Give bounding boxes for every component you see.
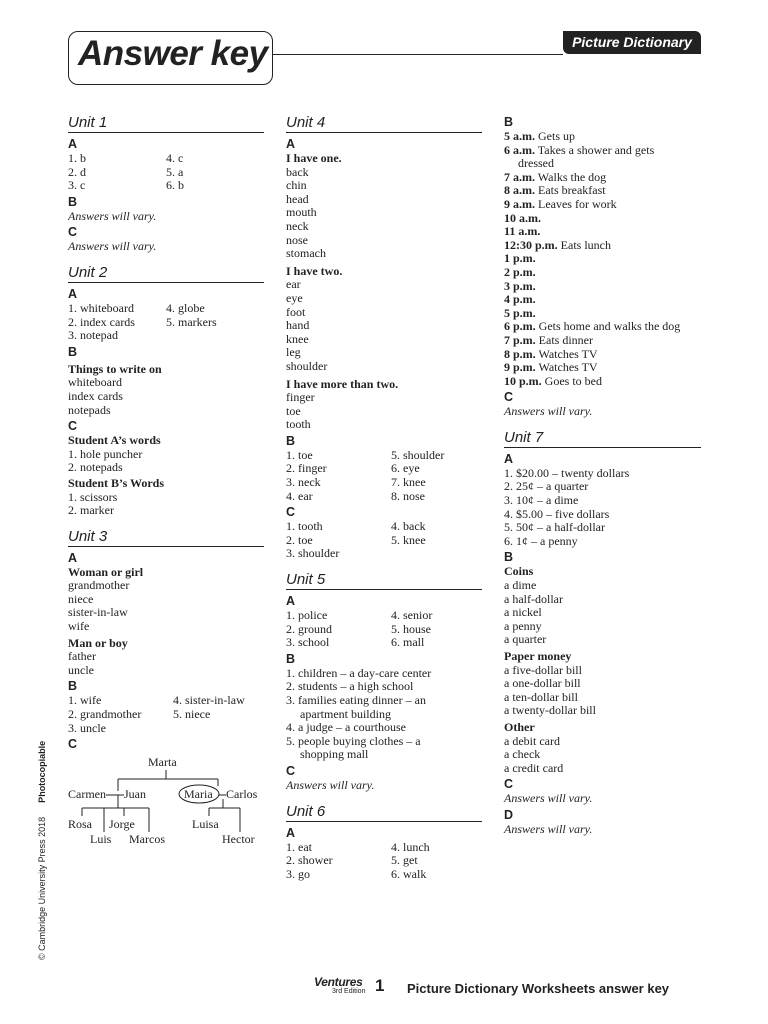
tree-name-carlos: Carlos xyxy=(226,787,258,802)
section-label: A xyxy=(286,825,296,840)
section-label: B xyxy=(504,115,514,129)
answer-line: 6. b xyxy=(166,178,184,193)
answer-line: 2. marker xyxy=(68,503,114,518)
schedule-activity: Gets up xyxy=(538,129,575,143)
schedule-activity: Goes to bed xyxy=(544,373,602,388)
schedule-row xyxy=(504,348,701,362)
answer-line: 1. whiteboard xyxy=(68,300,134,315)
subheading: Woman or girl xyxy=(68,564,144,579)
answer-line: 2. grandmother xyxy=(68,707,142,722)
section-label: B xyxy=(286,433,296,448)
schedule-row xyxy=(504,280,701,294)
answer-line: 5. niece xyxy=(173,707,211,722)
answer-line: 4. lunch xyxy=(391,839,430,854)
answer-line: 2. finger xyxy=(286,461,327,476)
unit-3-heading: Unit 3 xyxy=(68,528,264,547)
answer-line: 6. eye xyxy=(391,461,420,476)
answer-line: 2. toe xyxy=(286,532,313,547)
schedule-time: 10 a.m. xyxy=(504,210,541,225)
answer-line: 2. notepads xyxy=(68,460,123,475)
subheading: Man or boy xyxy=(68,635,128,650)
answer-line: head xyxy=(286,191,309,206)
answer-col-right xyxy=(391,609,482,650)
answer-line: 3. notepad xyxy=(68,328,118,343)
schedule-activity: Eats breakfast xyxy=(538,183,606,198)
unit-4-b-answers xyxy=(286,449,482,503)
answer-line: hand xyxy=(286,318,310,333)
subheading: Paper money xyxy=(504,649,572,663)
answer-line: 4. sister-in-law xyxy=(173,693,245,708)
answer-line: 5. shoulder xyxy=(391,447,445,462)
answer-line: 1. wife xyxy=(68,693,102,708)
section-label: A xyxy=(68,137,78,151)
tree-name-juan: Juan xyxy=(124,787,146,802)
answer-col-left xyxy=(286,449,391,503)
answer-line: a ten-dollar bill xyxy=(504,689,578,704)
answer-col-left xyxy=(286,520,391,561)
section-label: C xyxy=(286,505,296,520)
answer-col-right xyxy=(391,841,482,882)
schedule-row xyxy=(504,266,701,280)
answer-line: notepads xyxy=(68,402,111,417)
schedule-row xyxy=(504,320,701,334)
column-1 xyxy=(68,114,264,854)
answer-line: toe xyxy=(286,403,301,418)
answer-col-right xyxy=(391,520,482,561)
subheading: Student A’s words xyxy=(68,433,161,448)
tree-name-maria: Maria xyxy=(184,787,213,802)
answer-line: 1. hole puncher xyxy=(68,446,143,461)
section-label: B xyxy=(504,550,514,565)
answer-line: 4. $5.00 – five dollars xyxy=(504,506,610,521)
answer-line: a credit card xyxy=(504,760,564,775)
schedule-row xyxy=(504,239,701,253)
answer-col-right xyxy=(173,694,264,735)
section-label: C xyxy=(286,763,296,778)
schedule-time: 4 p.m. xyxy=(504,292,536,307)
answer-line: a five-dollar bill xyxy=(504,662,582,677)
unit-5-a-answers xyxy=(286,609,482,650)
answer-line: a dime xyxy=(504,578,537,593)
answer-line: 2. 25¢ – a quarter xyxy=(504,479,589,494)
answer-line: a one-dollar bill xyxy=(504,676,581,691)
section-label: D xyxy=(504,807,514,822)
schedule-row xyxy=(504,212,701,226)
schedule-activity: Eats lunch xyxy=(560,237,611,252)
picture-dictionary-badge: Picture Dictionary xyxy=(563,31,701,54)
section-label: A xyxy=(68,286,78,301)
answer-line: 5. a xyxy=(166,164,184,179)
schedule-time: 7 a.m. xyxy=(504,169,535,184)
schedule-row xyxy=(504,184,701,198)
schedule-row xyxy=(504,198,701,212)
answer-line: a debit card xyxy=(504,733,560,748)
section-label: A xyxy=(68,550,78,565)
unit-7-heading: Unit 7 xyxy=(504,429,701,448)
answer-line: 3. neck xyxy=(286,475,321,490)
answer-line: 1. children – a day-care center xyxy=(286,665,432,680)
answer-line: 3. uncle xyxy=(68,720,106,735)
answer-line: 4. a judge – a courthouse xyxy=(286,720,406,735)
tree-name-marta: Marta xyxy=(148,755,177,770)
answer-line: 3. c xyxy=(68,178,86,193)
section-label: B xyxy=(286,651,296,666)
tree-name-hector: Hector xyxy=(222,832,255,847)
answer-line: eye xyxy=(286,290,303,305)
answer-line: grandmother xyxy=(68,578,130,593)
answer-line: 1. scissors xyxy=(68,489,118,504)
section-label: C xyxy=(68,419,78,434)
answer-col-right xyxy=(391,449,482,503)
section-label: B xyxy=(68,679,78,694)
answer-col-left xyxy=(286,609,391,650)
tree-name-rosa: Rosa xyxy=(68,817,92,832)
schedule-activity: Watches TV xyxy=(538,360,598,375)
unit-6-a-answers xyxy=(286,841,482,882)
schedule-row xyxy=(504,130,701,144)
answer-line: neck xyxy=(286,218,309,233)
schedule-activity: Takes a shower and gets xyxy=(537,142,655,157)
answer-line: back xyxy=(286,164,309,179)
answer-line: 7. knee xyxy=(391,475,426,490)
answer-line: shopping mall xyxy=(300,747,369,762)
answer-line: foot xyxy=(286,304,306,319)
page-footer xyxy=(314,975,704,1005)
subheading: Coins xyxy=(504,564,534,579)
unit-1-heading: Unit 1 xyxy=(68,114,264,133)
answer-line: a half-dollar xyxy=(504,591,563,606)
unit-3-b-answers xyxy=(68,694,264,735)
answer-col-left xyxy=(286,841,391,882)
schedule-time: 9 a.m. xyxy=(504,196,535,211)
answer-line: 3. families eating dinner – an xyxy=(286,693,426,707)
side-copyright xyxy=(37,741,47,960)
section-label: B xyxy=(68,344,78,359)
answer-line: 5. house xyxy=(391,621,431,636)
answer-line: tooth xyxy=(286,417,311,432)
answer-line: a nickel xyxy=(504,605,542,620)
answer-note: Answers will vary. xyxy=(286,777,375,792)
ventures-logo: Ventures xyxy=(314,975,363,989)
answer-note: Answers will vary. xyxy=(68,239,157,254)
schedule-time: 5 a.m. xyxy=(504,129,535,143)
answer-line: 5. people buying clothes – a xyxy=(286,733,421,748)
answer-note: Answers will vary. xyxy=(68,208,157,223)
answer-line: sister-in-law xyxy=(68,605,128,620)
answer-line: 1. toe xyxy=(286,447,313,462)
schedule-time: 5 p.m. xyxy=(504,305,536,320)
schedule-time: 8 a.m. xyxy=(504,183,535,198)
answer-line: a check xyxy=(504,747,541,762)
header-rule xyxy=(273,54,563,55)
answer-line: 2. ground xyxy=(286,621,332,636)
column-3 xyxy=(504,113,701,837)
subheading: I have more than two. xyxy=(286,376,399,391)
answer-line: 1. $20.00 – twenty dollars xyxy=(504,465,630,480)
edition-label: 3rd Edition xyxy=(332,988,366,995)
schedule-time: 3 p.m. xyxy=(504,278,536,293)
unit-4-c-answers xyxy=(286,520,482,561)
answer-line: chin xyxy=(286,178,307,193)
answer-line: 1. tooth xyxy=(286,519,323,534)
answer-line: stomach xyxy=(286,246,326,261)
answer-line: ear xyxy=(286,277,301,292)
schedule-activity: Walks the dog xyxy=(537,169,607,184)
tree-name-marcos: Marcos xyxy=(129,832,165,847)
schedule-activity: Leaves for work xyxy=(538,196,617,211)
answer-line: 5. markers xyxy=(166,314,217,329)
answer-line: uncle xyxy=(68,662,94,677)
answer-line: 5. 50¢ – a half-dollar xyxy=(504,520,605,535)
answer-line: father xyxy=(68,649,96,664)
section-label: C xyxy=(68,225,78,240)
subheading: I have two. xyxy=(286,263,343,278)
section-label: A xyxy=(286,137,296,151)
schedule-row xyxy=(504,171,701,185)
answer-note: Answers will vary. xyxy=(504,791,593,806)
section-label: A xyxy=(286,594,296,609)
answer-line: 1. police xyxy=(286,608,328,623)
schedule-time: 6 p.m. xyxy=(504,319,536,334)
section-label: B xyxy=(68,194,78,209)
schedule-row xyxy=(504,293,701,307)
answer-line: 3. 10¢ – a dime xyxy=(504,493,579,508)
answer-line: leg xyxy=(286,345,301,360)
answer-line: 4. globe xyxy=(166,300,205,315)
answer-line: 2. d xyxy=(68,164,86,179)
answer-line: mouth xyxy=(286,205,317,220)
answer-col-left xyxy=(68,694,173,735)
answer-line: 6. walk xyxy=(391,866,427,881)
answer-line: 4. senior xyxy=(391,608,433,623)
schedule-activity: Gets home and walks the dog xyxy=(538,319,681,334)
schedule-time: 7 p.m. xyxy=(504,332,536,347)
answer-line: index cards xyxy=(68,388,123,403)
unit-4-heading: Unit 4 xyxy=(286,114,482,133)
answer-line: finger xyxy=(286,390,315,405)
subheading: Other xyxy=(504,719,535,734)
copyright-text: © Cambridge University Press 2018 xyxy=(37,816,47,960)
answer-line: 2. index cards xyxy=(68,314,135,329)
answer-line: a quarter xyxy=(504,632,547,647)
unit-1-a-answers xyxy=(68,152,264,193)
photocopiable-label: Photocopiable xyxy=(37,740,47,803)
answer-line: 3. shoulder xyxy=(286,546,340,561)
answer-line: a penny xyxy=(504,618,542,633)
tree-name-luisa: Luisa xyxy=(192,817,219,832)
answer-line: apartment building xyxy=(300,706,391,721)
subheading: Things to write on xyxy=(68,361,162,376)
section-label: C xyxy=(504,390,514,405)
subheading: Student B’s Words xyxy=(68,475,165,490)
answer-line: nose xyxy=(286,232,308,247)
tree-name-carmen: Carmen xyxy=(68,787,106,802)
answer-line: wife xyxy=(68,619,90,634)
page-number: 1 xyxy=(375,976,385,995)
section-label: C xyxy=(68,737,78,752)
answer-line: 3. school xyxy=(286,635,330,650)
answer-line: 6. 1¢ – a penny xyxy=(504,533,578,548)
unit-2-heading: Unit 2 xyxy=(68,264,264,283)
unit-5-heading: Unit 5 xyxy=(286,571,482,590)
answer-line: 1. eat xyxy=(286,839,312,854)
tree-name-luis: Luis xyxy=(90,832,112,847)
schedule-row xyxy=(504,361,701,375)
schedule-time: 11 a.m. xyxy=(504,224,541,239)
section-label: A xyxy=(504,451,514,466)
schedule-activity: dressed xyxy=(518,156,554,171)
unit-6-heading: Unit 6 xyxy=(286,803,482,822)
schedule-row xyxy=(504,334,701,348)
answer-line: 5. knee xyxy=(391,532,426,547)
schedule-time: 12:30 p.m. xyxy=(504,237,558,252)
answer-col-right xyxy=(166,152,264,193)
answer-line: 4. c xyxy=(166,151,184,165)
schedule-time: 8 p.m. xyxy=(504,346,536,361)
schedule-time: 2 p.m. xyxy=(504,264,536,279)
tree-name-jorge: Jorge xyxy=(109,817,135,832)
schedule-time: 9 p.m. xyxy=(504,360,536,375)
answer-line: a twenty-dollar bill xyxy=(504,703,596,718)
schedule-row xyxy=(504,307,701,321)
answer-line: shoulder xyxy=(286,358,328,373)
footer-title: Picture Dictionary Worksheets answer key xyxy=(407,981,670,996)
answer-line: 1. b xyxy=(68,151,86,165)
answer-line: niece xyxy=(68,591,94,606)
page-title: Answer key xyxy=(78,34,268,73)
answer-note: Answers will vary. xyxy=(504,821,593,836)
column-2 xyxy=(286,114,482,881)
answer-line: 3. go xyxy=(286,866,310,881)
schedule-row xyxy=(504,157,701,171)
answer-line: 2. students – a high school xyxy=(286,679,414,694)
answer-line: 6. mall xyxy=(391,635,425,650)
schedule-time: 1 p.m. xyxy=(504,251,536,266)
answer-line: whiteboard xyxy=(68,375,122,390)
schedule-time: 6 a.m. xyxy=(504,142,535,157)
schedule-activity: Eats dinner xyxy=(538,332,593,347)
schedule-time: 10 p.m. xyxy=(504,373,542,388)
answer-line: 8. nose xyxy=(391,488,425,503)
schedule-row xyxy=(504,252,701,266)
subheading: I have one. xyxy=(286,151,342,165)
section-label: C xyxy=(504,777,514,792)
family-tree xyxy=(68,754,268,854)
answer-line: 4. back xyxy=(391,519,426,534)
unit-2-a-answers xyxy=(68,302,264,343)
answer-col-left xyxy=(68,152,166,193)
schedule-activity: Watches TV xyxy=(538,346,598,361)
answer-col-left xyxy=(68,302,166,343)
schedule-row xyxy=(504,144,701,158)
answer-col-right xyxy=(166,302,264,343)
schedule-row xyxy=(504,375,701,389)
answer-line: 2. shower xyxy=(286,853,333,868)
answer-line: 4. ear xyxy=(286,488,313,503)
answer-note: Answers will vary. xyxy=(504,404,593,419)
answer-line: 5. get xyxy=(391,853,418,868)
schedule-row xyxy=(504,225,701,239)
answer-line: knee xyxy=(286,331,309,346)
